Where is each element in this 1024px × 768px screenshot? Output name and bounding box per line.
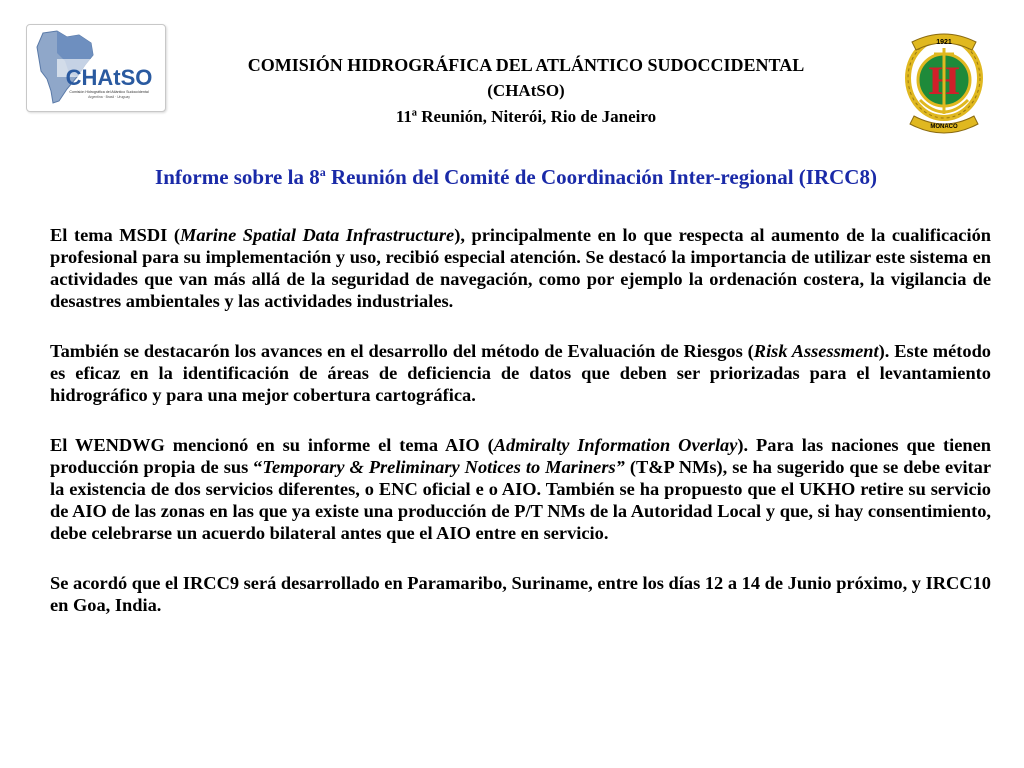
paragraph-risk-assessment	[50, 340, 991, 406]
paragraph-msdi	[50, 224, 991, 312]
paragraph-italic-term: Marine Spatial Data Infrastructure	[180, 225, 455, 245]
paragraph-text: También se destacarón los avances en el desarrollo del método de Evaluación de Riesgos (	[50, 341, 754, 361]
paragraph-text: ). Este método es eficaz en la identificación de áreas de deficiencia de datos que deben ser priorizadas para el levantamiento hidrográfico y para una mejor cobertura cartográfica.	[50, 341, 992, 405]
emblem-place: MONACO	[930, 124, 958, 130]
paragraph-aio	[50, 434, 991, 544]
paragraph-text: (T&P NMs), se ha sugerido que se debe evitar la existencia de dos servicios diferentes, o ENC oficial e o AIO. También se ha propuesto que el UKHO retire su servicio de AIO de las zonas en las que ya existe una producción de P/T NMs de la Autoridad Local y que, si hay consentimiento, debe celebrarse un acuerdo bilateral antes que el AIO entre en servicio.	[50, 457, 991, 543]
document-header	[170, 52, 882, 130]
paragraph-italic-term: Risk Assessment	[753, 341, 879, 361]
paragraph-italic-term: Temporary & Preliminary Notices to Mariners”	[262, 457, 625, 477]
commission-acronym: (CHAtSO)	[487, 81, 565, 100]
chatso-logo-text: CHAtSO	[65, 65, 153, 90]
meeting-info: 11ª Reunión, Niterói, Rio de Janeiro	[395, 107, 657, 126]
document-body	[50, 224, 991, 644]
paragraph-text: El tema MSDI (	[50, 225, 181, 245]
paragraph-italic-term: Admiralty Information Overlay	[493, 435, 738, 455]
emblem-year: 1921	[936, 39, 952, 46]
chatso-logo-subtitle: Comisión Hidrográfica del Atlántico Sudoccidental	[69, 90, 149, 94]
paragraph-next-meetings	[50, 572, 991, 616]
chatso-logo-countries: Argentina · Brasil · Uruguay	[88, 95, 130, 99]
report-title	[60, 164, 972, 190]
ihb-emblem-logo	[898, 20, 990, 136]
paragraph-text: El WENDWG mencionó en su informe el tema AIO (	[50, 435, 494, 455]
chatso-logo	[26, 24, 166, 112]
commission-name: COMISIÓN HIDROGRÁFICA DEL ATLÁNTICO SUDOCCIDENTAL	[247, 55, 805, 75]
paragraph-text: ). Para las naciones que tienen producción propia de sus “	[50, 435, 992, 477]
report-title-superscript: a	[319, 165, 326, 179]
report-title-suffix: Reunión del Comité de Coordinación Inter-regional (IRCC8)	[325, 165, 877, 189]
paragraph-text: ), principalmente en lo que respecta al aumento de la cualificación profesional para su implementación y uso, recibió especial atención. Se destacó la importancia de utilizar este sistema en actividades que van más allá de la seguridad de navegación, como por ejemplo la ordenación costera, la vigilancia de desastres ambientales y las actividades industriales.	[50, 225, 991, 311]
report-title-prefix: Informe sobre la 8	[155, 165, 320, 189]
emblem-letter: H	[928, 58, 960, 103]
chatso-map-icon	[27, 25, 165, 111]
anchor-emblem-icon	[898, 20, 990, 136]
paragraph-text: Se acordó que el IRCC9 será desarrollado en Paramaribo, Suriname, entre los días 12 a 14 de Junio próximo, y IRCC10 en Goa, India.	[50, 573, 991, 615]
